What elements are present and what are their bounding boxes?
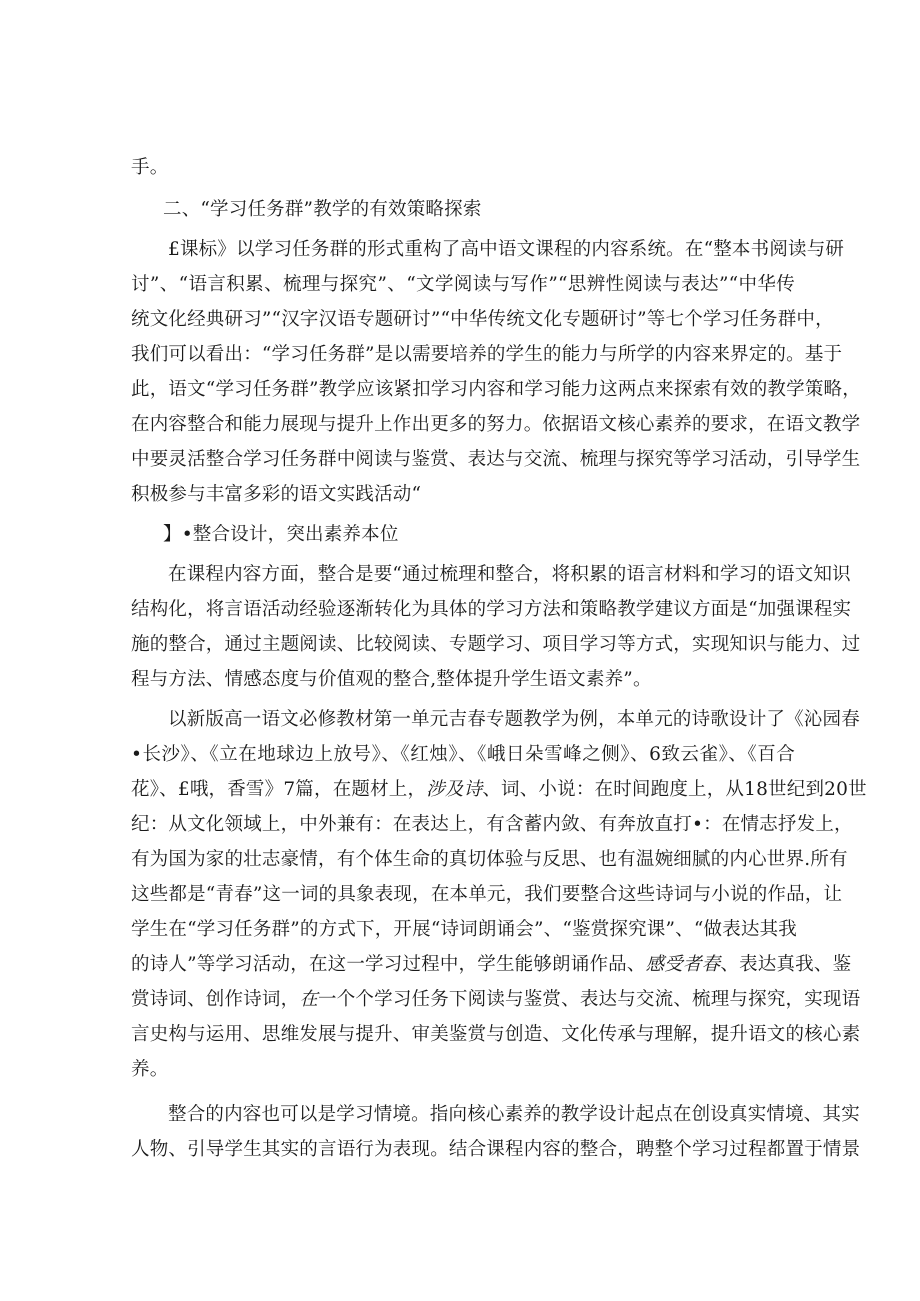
- paragraph-line: 学生在“学习任务群”的方式下，开展“诗词朗诵会”、“鉴赏探究课”、“做表达其我: [131, 919, 798, 940]
- paragraph-line: 人物、引导学生其实的言语行为表现。结合课程内容的整合，聘整个学习过程都置于情景: [131, 1139, 861, 1160]
- section-heading: 二、“学习任务群”教学的有效策略探索: [163, 199, 482, 220]
- paragraph-line: 整合的内容也可以是学习情境。指向核心素养的教学设计起点在创设真实情境、其实: [168, 1104, 860, 1125]
- text-fragment: 、词、小说：在时间跑度上，从18世纪到20世: [482, 779, 867, 800]
- paragraph-line: 中要灵活整合学习任务群中阅读与鉴赏、表达与交流、梳理与探究等学习活动，引导学生: [131, 449, 861, 470]
- paragraph-line: 积极参与丰富多彩的语文实践活动“: [131, 484, 422, 505]
- paragraph-line: 这些都是“青春”这一词的具象表现，在本单元，我们要整合这些诗词与小说的作品，让: [131, 884, 843, 905]
- text-fragment: 一个个学习任务下阅读与鉴赏、表达与交流、梳理与探究，实现语: [318, 989, 861, 1010]
- paragraph-line: 施的整合，通过主题阅读、比较阅读、专题学习、项目学习等方式，实现知识与能力、过: [131, 634, 861, 655]
- italic-fragment: 在: [299, 989, 319, 1010]
- paragraph-line: 养。: [131, 1059, 169, 1080]
- subsection-heading: 】•整合设计，突出素养本位: [163, 524, 399, 545]
- paragraph-line: 言史构与运用、思维发展与提升、审美鉴赏与创造、文化传承与理解，提升语文的核心素: [131, 1024, 861, 1045]
- paragraph-line: 有为国为家的壮志豪情，有个体生命的真切体验与反思、也有温婉细腻的内心世界.所有: [131, 849, 848, 870]
- paragraph-line: 此，语文“学习任务群”教学应该紧扣学习内容和学习能力这两点来探索有效的教学策略，: [131, 379, 861, 400]
- paragraph-line: [131, 987, 861, 1013]
- paragraph-line: 以新版高一语文必修教材第一单元吉春专题教学为例，本单元的诗歌设计了《沁园春: [168, 709, 860, 730]
- paragraph-line: 统文化经典研习”“汉字汉语专题研讨”“中华传统文化专题研讨”等七个学习任务群中，: [131, 309, 834, 330]
- paragraph-line: 程与方法、情感态度与价值观的整合,整体提升学生语文素养”。: [131, 669, 652, 690]
- paragraph-line: 纪：从文化领域上，中外兼有：在表达上，有含蓄内敛、有奔放直打•：在情志抒发上，: [131, 814, 853, 835]
- paragraph-line: 手。: [131, 157, 169, 178]
- paragraph-line: •长沙》、《立在地球边上放号》、《红烛》、《峨日朵雪峰之侧》、6致云雀》、《百合: [131, 744, 795, 765]
- text-fragment: 、表达真我、鉴: [720, 954, 852, 975]
- paragraph-line: 讨”、“语言积累、梳理与探究”、“文学阅读与写作”“思辨性阅读与表达”“中华传: [131, 274, 795, 295]
- italic-fragment: 涉及诗: [426, 779, 483, 800]
- paragraph-line: 结构化，将言语活动经验逐渐转化为具体的学习方法和策略教学建议方面是“加强课程实: [131, 599, 852, 620]
- paragraph-line: 我们可以看出：“学习任务群”是以需要培养的学生的能力与所学的内容来界定的。基于: [131, 344, 843, 365]
- paragraph-line: [131, 952, 852, 978]
- text-fragment: 的诗人”等学习活动，在这一学习过程中，学生能够朗诵作品、: [131, 954, 646, 975]
- text-fragment: 赏诗词、创作诗词，: [131, 989, 300, 1010]
- italic-fragment: 感受者春: [645, 954, 721, 975]
- paragraph-line: [131, 777, 867, 803]
- text-fragment: 花》、£哦，香雪》7篇，在题材上，: [131, 779, 427, 800]
- paragraph-line: 在课程内容方面，整合是要“通过梳理和整合，将积累的语言材料和学习的语文知识: [168, 564, 851, 585]
- paragraph-line: £课标》以学习任务群的形式重构了高中语文课程的内容系统。在“整本书阅读与研: [168, 239, 845, 260]
- paragraph-line: 在内容整合和能力展现与提升上作出更多的努力。依据语文核心素养的要求，在语文教学: [131, 414, 861, 435]
